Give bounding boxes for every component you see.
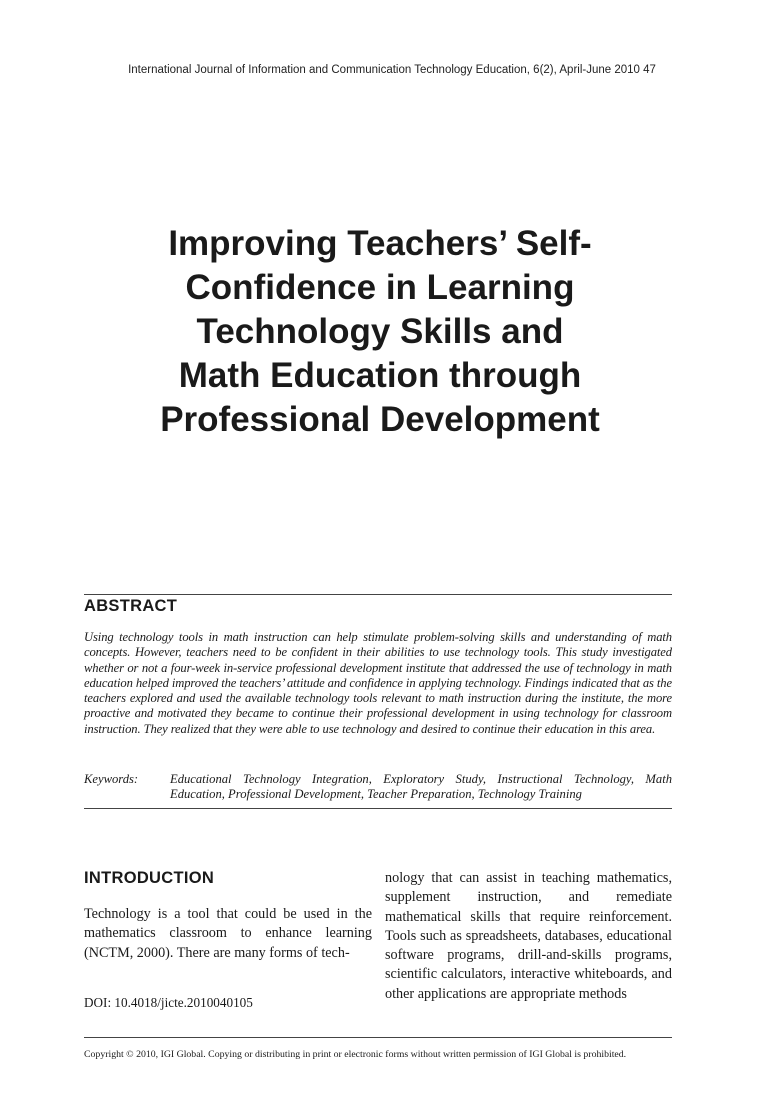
- introduction-right-column: nology that can assist in teaching mathematics, supplement instruction, and remediate mathematical skills that require reinforcement. Tools such as spreadsheets, databases, educational software programs, drill-and-skills programs, scientific calculators, interactive whiteboards, and other applications are appropriate methods: [385, 870, 672, 1002]
- keywords-label: Keywords:: [84, 772, 139, 786]
- abstract-top-rule: [84, 594, 672, 595]
- article-title: [100, 222, 660, 442]
- introduction-left-column: Technology is a tool that could be used in the mathematics classroom to enhance learning (NCTM, 2000). There are many forms of tech-: [84, 906, 372, 961]
- title-line: Math Education through: [178, 356, 582, 395]
- title-line: Professional Development: [160, 400, 600, 439]
- footer-rule: [84, 1037, 672, 1038]
- title-line: Improving Teachers’ Self-: [168, 224, 592, 263]
- title-line: Technology Skills and: [196, 312, 564, 351]
- title-line: Confidence in Learning: [185, 268, 575, 307]
- abstract-text: Using technology tools in math instruction can help stimulate problem-solving skills and understanding of math concepts. However, teachers need to be confident in their abilities to use technology tools. This study investigated whether or not a four-week in-service professional development institute that addressed the use of technology in math education helped improved the teachers’ attitude and confidence in applying technology. Findings indicated that as the teachers explored and used the available technology tools relevant to math instruction during the institute, the more proactive and motivated they became to continue their professional development in using technology for classroom instruction. They realized that they were able to use technology and desired to continue their education in this area.: [84, 630, 672, 736]
- running-head: International Journal of Information and Communication Technology Education, 6(2), April-June 2010 47: [128, 64, 656, 76]
- abstract-heading: ABSTRACT: [84, 597, 178, 615]
- introduction-heading: INTRODUCTION: [84, 869, 215, 887]
- copyright-notice: Copyright © 2010, IGI Global. Copying or distributing in print or electronic forms without written permission of IGI Global is prohibited.: [84, 1049, 627, 1060]
- keywords-list: Educational Technology Integration, Exploratory Study, Instructional Technology, Math Education, Professional Development, Teacher Preparation, Technology Training: [170, 772, 672, 802]
- abstract-bottom-rule: [84, 808, 672, 809]
- doi-text: DOI: 10.4018/jicte.2010040105: [84, 995, 253, 1010]
